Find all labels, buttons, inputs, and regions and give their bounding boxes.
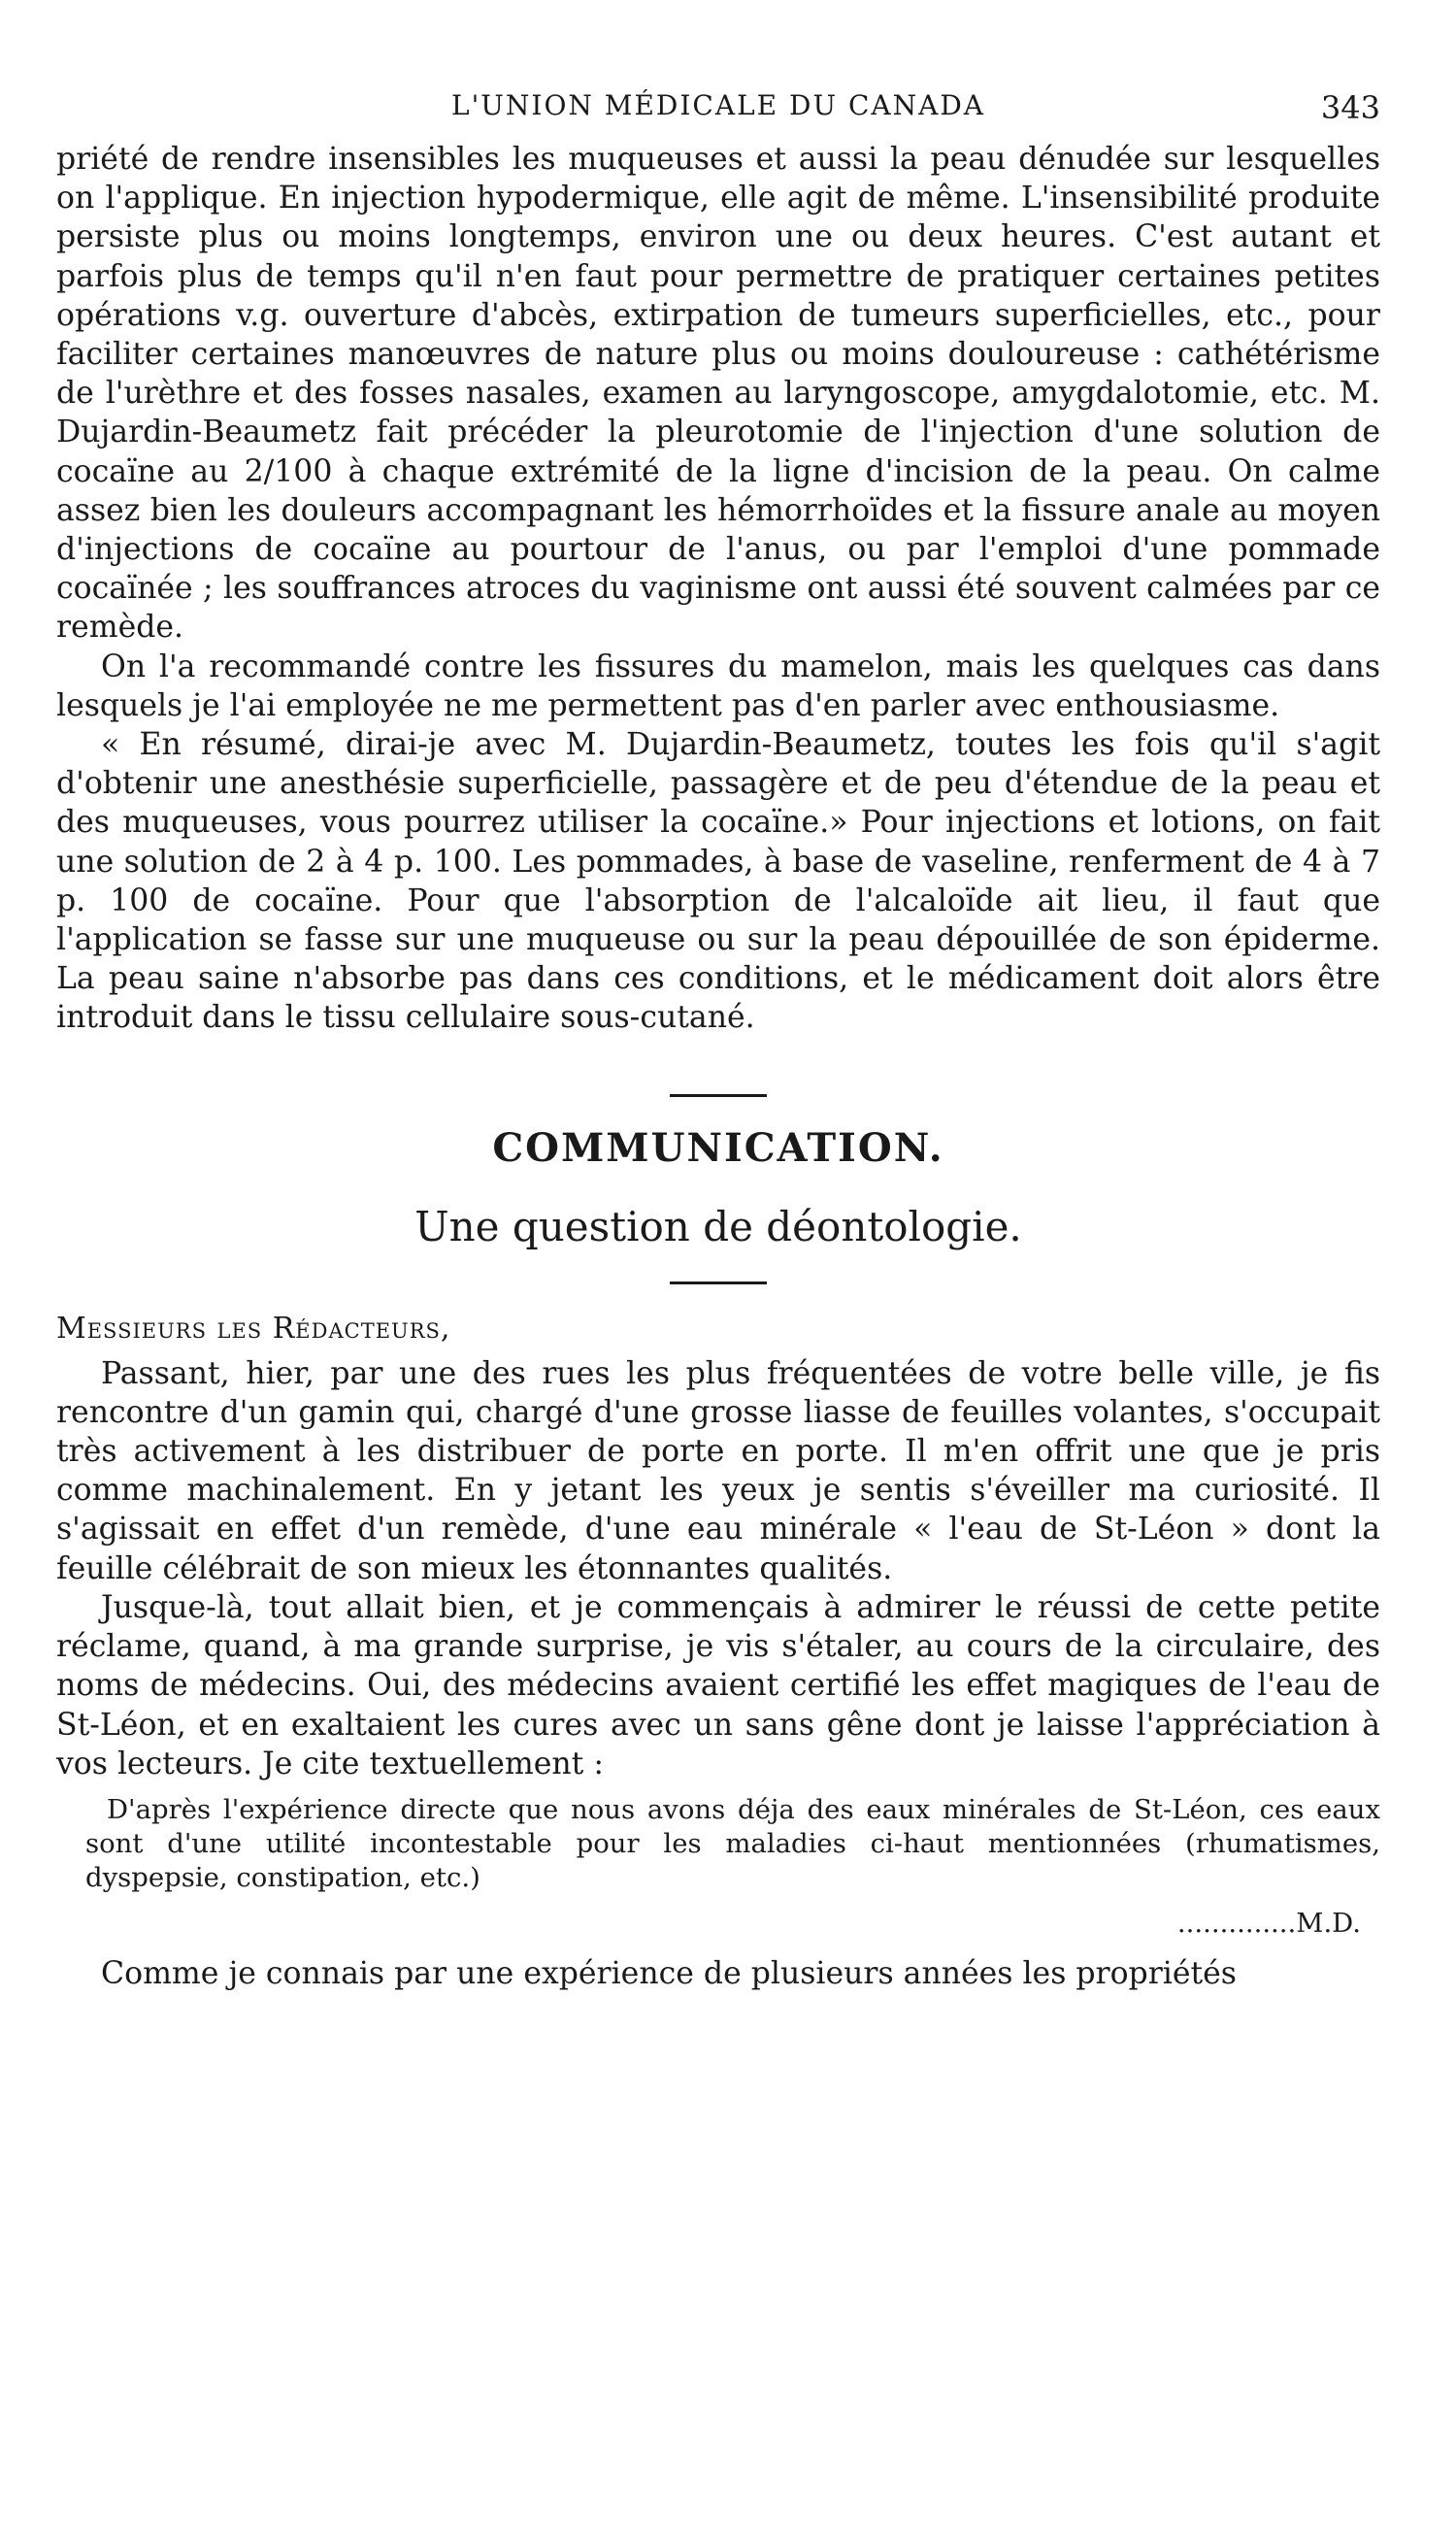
page-number: 343 (1320, 89, 1380, 126)
paragraph: priété de rendre insensibles les muqueuses et aussi la peau dénudée sur lesquelles on l'applique. En injection hypodermique, elle agit de même. L'insensibilité produite persiste plus ou moins longtemps, environ une ou deux heures. C'est autant et parfois plus de temps qu'il n'en faut pour permettre de pratiquer certaines petites opérations v.g. ouverture d'abcès, extirpation de tumeurs superficielles, etc., pour faciliter certaines manœuvres de nature plus ou moins douloureuse : cathétérisme de l'urèthre et des fosses nasales, examen au laryngoscope, amygdalotomie, etc. M. Dujardin-Beaumetz fait précéder la pleurotomie de l'injection d'une solution de cocaïne au 2/100 à chaque extrémité de la ligne d'incision de la peau. On calme assez bien les douleurs accompagnant les hémorrhoïdes et la fissure anale au moyen d'injections de cocaïne au pourtour de l'anus, ou par l'emploi d'une pommade cocaïnée ; les souffrances atroces du vaginisme ont aussi été souvent calmées par ce remède. (56, 142, 1380, 646)
paragraph: « En résumé, dirai-je avec M. Dujardin-Beaumetz, toutes les fois qu'il s'agit d'obtenir une anesthésie superficielle, passagère et de peu d'étendue de la peau et des muqueuses, vous pourrez utiliser la cocaïne.» Pour injections et lotions, on fait une solution de 2 à 4 p. 100. Les pommades, à base de vaseline, renferment de 4 à 7 p. 100 de cocaïne. Pour que l'absorption de l'alcaloïde ait lieu, il faut que l'application se fasse sur une muqueuse ou sur la peau dépouillée de son épiderme. La peau saine n'absorbe pas dans ces conditions, et le médicament doit alors être introduit dans le tissu cellulaire sous-cutané. (56, 727, 1380, 1036)
paragraph: On l'a recommandé contre les fissures du mamelon, mais les quelques cas dans lesquels je l'ai employée ne me permettent pas d'en parler avec enthousiasme. (56, 649, 1380, 723)
letter-continuation (56, 1954, 1380, 1993)
section-subheading: Une question de déontologie. (414, 1202, 1022, 1250)
salutation: Messieurs les Rédacteurs, (56, 1311, 451, 1346)
quote-signature: ..............M.D. (1176, 1907, 1361, 1939)
article-continuation (56, 140, 1380, 1038)
section-heading: COMMUNICATION. (492, 1124, 944, 1171)
paragraph: Jusque-là, tout allait bien, et je commençais à admirer le réussi de cette petite réclame, quand, à ma grande surprise, je vis s'étaler, au cours de la circulaire, des noms de médecins. Oui, des médecins avaient certifié les effet magiques de l'eau de St-Léon, et en exaltaient les cures avec un sans gêne dont je laisse l'appréciation à vos lecteurs. Je cite textuellement : (56, 1589, 1380, 1781)
quote-text: D'après l'expérience directe que nous avons déja des eaux minérales de St-Léon, ces eaux sont d'une utilité incontestable pour les maladies ci-haut mentionnées (rhumatismes, dyspepsie, constipation, etc.) (85, 1793, 1380, 1893)
paragraph: Passant, hier, par une des rues les plus fréquentées de votre belle ville, je fis rencontre d'un gamin qui, chargé d'une grosse liasse de feuilles volantes, s'occupait très activement à les distribuer de porte en porte. Il m'en offrit une que je pris comme machinalement. En y jetant les yeux je sentis s'éveiller ma curiosité. Il s'agissait en effet d'un remède, d'une eau minérale « l'eau de St-Léon » dont la feuille célébrait de son mieux les étonnantes qualités. (56, 1355, 1380, 1586)
section-divider (670, 1094, 767, 1097)
running-head (56, 89, 1380, 140)
letter-body (56, 1354, 1380, 1783)
block-quote (85, 1793, 1380, 1941)
paragraph: Comme je connais par une expérience de plusieurs années les propriétés (101, 1955, 1237, 1991)
running-title: L'UNION MÉDICALE DU CANADA (451, 89, 985, 121)
section-divider (670, 1281, 767, 1284)
